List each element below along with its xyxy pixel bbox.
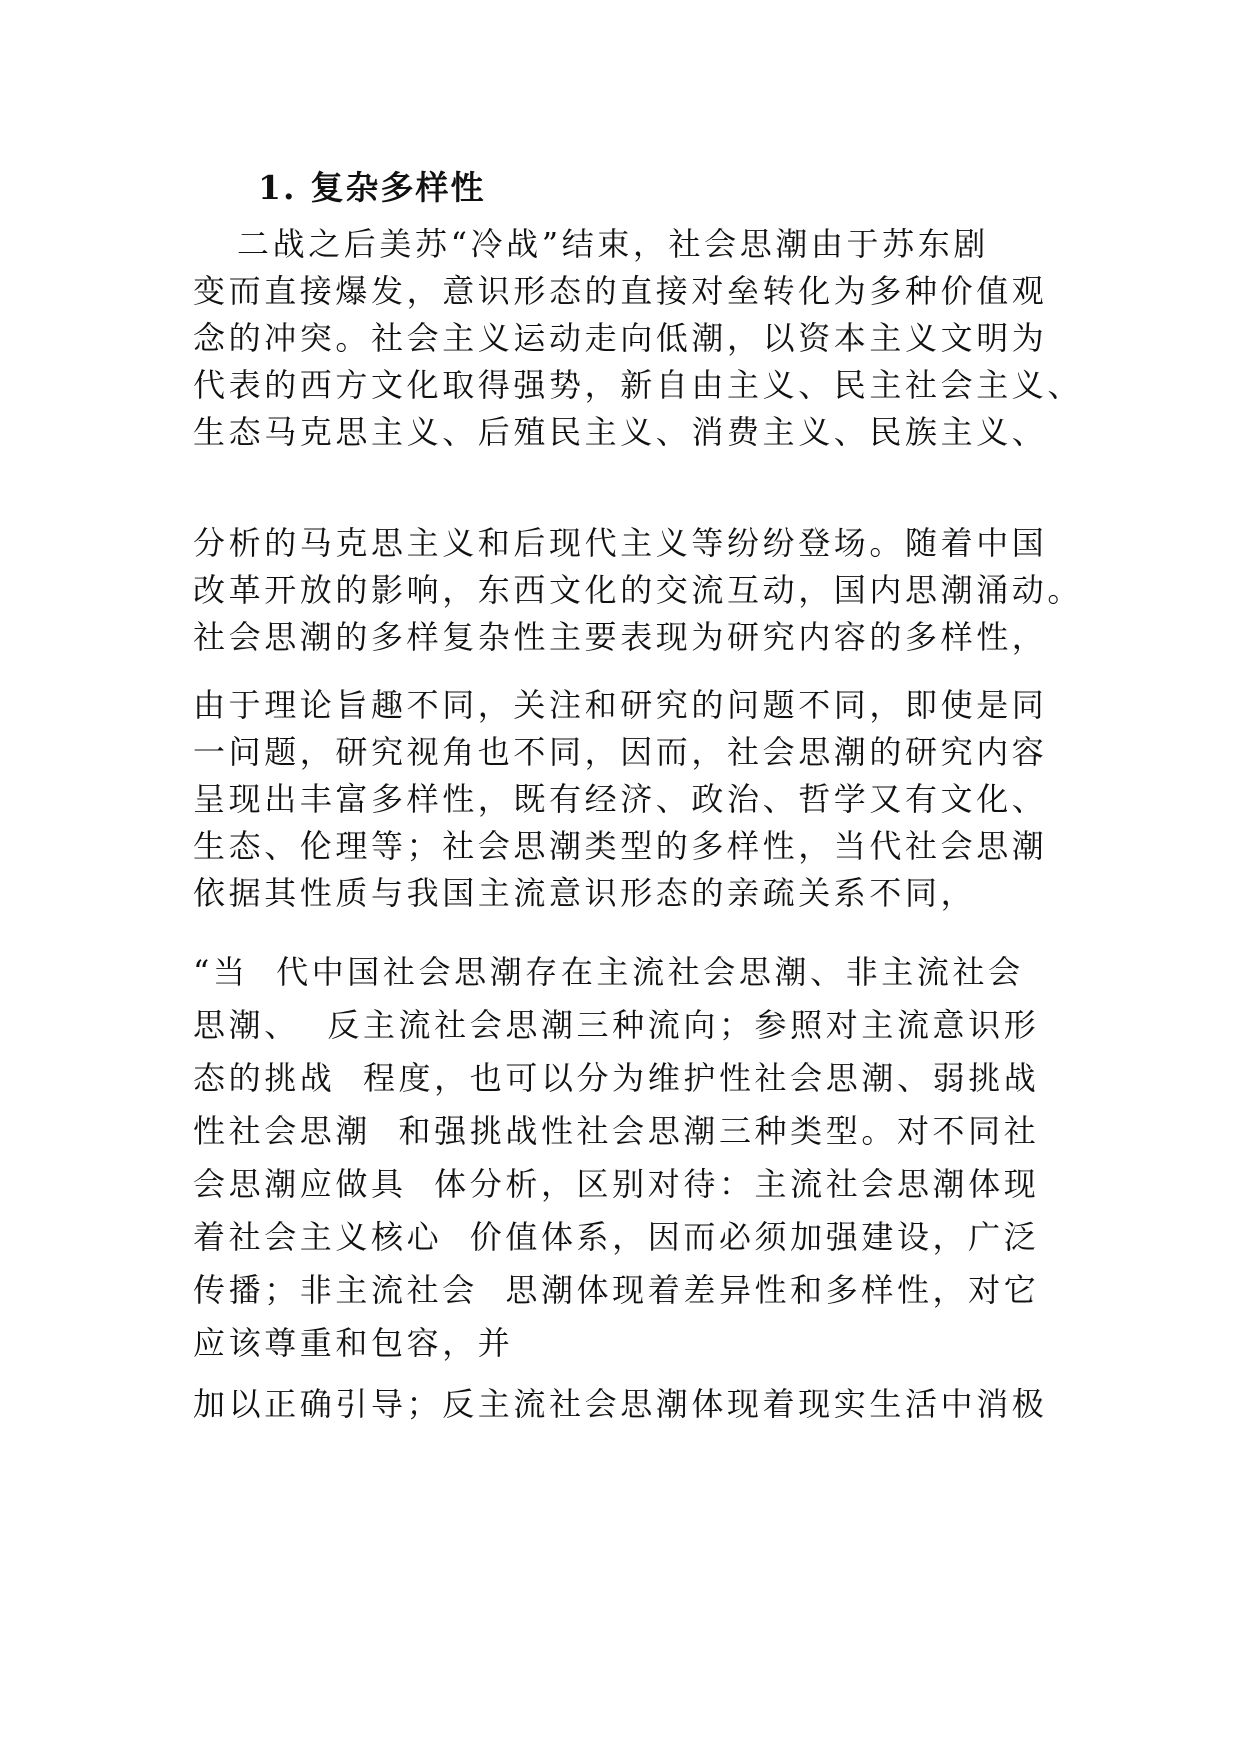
- text-line: 念的冲突。社会主义运动走向低潮，以资本主义文明为: [193, 319, 1048, 357]
- section-number: 1.: [258, 168, 297, 207]
- text-line: 传播；非主流社会 思潮体现着差异性和多样性，对它: [193, 1271, 1040, 1309]
- text-line: 呈现出丰富多样性，既有经济、政治、哲学又有文化、: [193, 780, 1048, 818]
- text-line: 加以正确引导；反主流社会思潮体现着现实生活中消极: [193, 1385, 1048, 1423]
- text-line: 改革开放的影响，东西文化的交流互动，国内思潮涌动。: [193, 571, 1084, 609]
- text-line: 思潮、 反主流社会思潮三种流向；参照对主流意识形: [193, 1006, 1040, 1044]
- body-paragraph: [193, 0, 1093, 1754]
- text-line: 生态马克思主义、后殖民主义、消费主义、民族主义、: [193, 413, 1048, 451]
- text-line: 会思潮应做具 体分析，区别对待：主流社会思潮体现: [193, 1165, 1040, 1203]
- text-line: 生态、伦理等；社会思潮类型的多样性，当代社会思潮: [193, 827, 1048, 865]
- text-line: 由于理论旨趣不同，关注和研究的问题不同，即使是同: [193, 686, 1048, 724]
- text-line: 变而直接爆发，意识形态的直接对垒转化为多种价值观: [193, 272, 1048, 310]
- text-line: 一问题，研究视角也不同，因而，社会思潮的研究内容: [193, 733, 1048, 771]
- text-line: 依据其性质与我国主流意识形态的亲疏关系不同，: [193, 874, 977, 912]
- text-line: 社会思潮的多样复杂性主要表现为研究内容的多样性，: [193, 618, 1048, 656]
- text-line: 性社会思潮 和强挑战性社会思潮三种类型。对不同社: [193, 1112, 1040, 1150]
- text-line: “当 代中国社会思潮存在主流社会思潮、非主流社会: [193, 953, 1024, 991]
- text-line: 应该尊重和包容，并: [193, 1324, 514, 1362]
- text-line: 态的挑战 程度，也可以分为维护性社会思潮、弱挑战: [193, 1059, 1040, 1097]
- text-line: 二战之后美苏“冷战”结束，社会思潮由于苏东剧: [237, 225, 989, 263]
- text-line: 分析的马克思主义和后现代主义等纷纷登场。随着中国: [193, 524, 1048, 562]
- section-title: 复杂多样性: [310, 168, 486, 207]
- text-line: 代表的西方文化取得强势，新自由主义、民主社会主义、: [193, 366, 1084, 404]
- text-line: 着社会主义核心 价值体系，因而必须加强建设，广泛: [193, 1218, 1040, 1256]
